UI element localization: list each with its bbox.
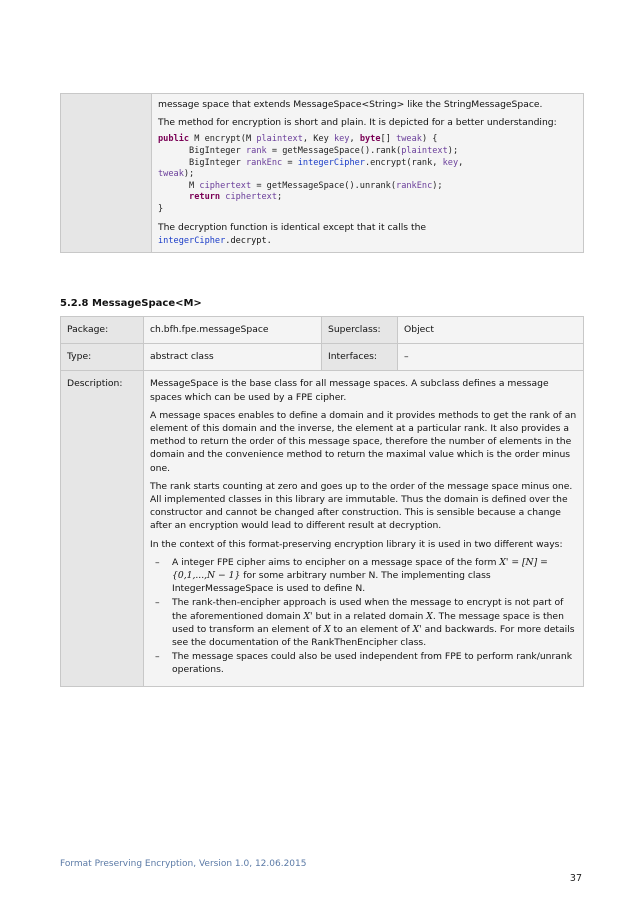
continued-paragraph-3	[158, 221, 577, 248]
code-text: BigInteger	[158, 157, 246, 168]
code-text: );	[447, 146, 459, 156]
code-text: M	[158, 180, 200, 191]
continued-table	[60, 93, 584, 253]
description-paragraph-2: A message spaces enables to define a domain and it provides methods to get the rank of an element of this domain and the inverse, the element at a particular rank. It also provides a method to return the order of this message space, therefore the number of elements in the domain and the convenience method to return the maximal value which is the order minus one.	[150, 409, 577, 474]
description-paragraph-3: The rank starts counting at zero and goes up to the order of the message space minus one. All implemented classes in this library are immutable. Thus the domain is defined over the constructor and cannot be changed after construction. This is sensible because a change after an encryption would lead to different result at decryption.	[150, 480, 573, 532]
code-keyword: return	[189, 192, 221, 203]
code-text: );	[183, 169, 195, 180]
code-text	[158, 192, 189, 202]
math-expression: X' = [N] = {0,1,...,N − 1}	[172, 556, 548, 582]
description-paragraph-4: In the context of this format-preserving encryption library it is used in two different ways:	[150, 538, 563, 550]
code-variable: ciphertext	[225, 192, 278, 203]
code-param: key	[442, 157, 459, 168]
table-row	[61, 344, 584, 371]
list-text: but in a related domain	[312, 610, 427, 622]
list-item	[150, 650, 577, 676]
code-text: ,	[458, 157, 464, 168]
list-text: . The message space is then used to transform an element of	[172, 610, 564, 635]
encrypt-code-block	[158, 134, 577, 215]
superclass-label: Superclass:	[322, 317, 398, 344]
code-param: rankEnc	[396, 180, 433, 191]
list-text: The rank-then-encipher approach is used when the message to encrypt is not part of the aforementioned domain	[172, 597, 564, 622]
code-text: }	[158, 203, 164, 214]
code-text: ;	[277, 192, 283, 203]
description-label: Description:	[61, 371, 144, 686]
list-text: The message spaces could also be used independent from FPE to perform rank/unrank operations.	[172, 651, 573, 676]
code-variable: ciphertext	[199, 180, 252, 191]
code-keyword: public	[158, 134, 190, 145]
code-text: );	[432, 180, 443, 191]
package-value: ch.bfh.fpe.messageSpace	[144, 317, 322, 344]
package-label: Package:	[61, 317, 144, 344]
math-variable: X	[426, 610, 433, 622]
table-row	[61, 371, 584, 686]
code-keyword: byte	[359, 134, 381, 145]
code-field: integerCipher	[158, 235, 226, 246]
code-variable: rankEnc	[245, 157, 283, 168]
code-text: M encrypt(M	[189, 134, 257, 145]
footer-text: Format Preserving Encryption, Version 1.0, 12.06.2015	[60, 859, 307, 869]
table-row	[61, 317, 584, 344]
code-text: = getMessageSpace().unrank(	[251, 180, 397, 191]
dash-bullet: –	[155, 597, 160, 609]
continued-description-cell	[152, 94, 584, 253]
code-text: ) {	[421, 134, 438, 145]
code-method: .decrypt.	[225, 235, 272, 246]
type-label: Type:	[61, 344, 144, 371]
code-param: plaintext	[401, 146, 448, 156]
list-item	[150, 556, 577, 596]
interfaces-label: Interfaces:	[322, 344, 398, 371]
math-variable: X'	[412, 623, 422, 635]
code-param: plaintext	[256, 134, 303, 145]
class-info-table	[60, 316, 584, 687]
code-param: tweak	[158, 169, 184, 180]
description-paragraph-1: MessageSpace is the base class for all message spaces. A subclass defines a message spaces which can be used by a FPE cipher.	[150, 378, 549, 403]
code-variable: rank	[245, 146, 267, 156]
code-text: =	[282, 157, 298, 168]
interfaces-value: –	[398, 344, 584, 371]
type-value: abstract class	[144, 344, 322, 371]
dash-bullet: –	[155, 556, 160, 568]
list-text: for some arbitrary number N. The implementing class IntegerMessageSpace is used to define N.	[172, 570, 491, 595]
code-field: integerCipher	[297, 157, 365, 168]
code-param: key	[333, 134, 350, 145]
code-text: = getMessageSpace().rank(	[266, 146, 402, 156]
math-variable: X'	[303, 610, 313, 622]
code-text: ,	[349, 134, 360, 145]
decrypt-sentence: The decryption function is identical except that it calls the	[158, 221, 427, 233]
code-text: BigInteger	[158, 146, 246, 156]
code-text: , Key	[302, 134, 334, 145]
code-text: .encrypt(rank,	[364, 157, 443, 168]
list-text: to an element of	[330, 623, 413, 635]
list-text: and backwards. For more details see the documentation of the RankThenEncipher class.	[172, 623, 575, 649]
continued-label-cell	[61, 94, 152, 253]
continued-paragraph-1: message space that extends MessageSpace<String> like the StringMessageSpace.	[158, 99, 543, 110]
usage-list	[150, 556, 577, 677]
section-heading: 5.2.8 MessageSpace<M>	[60, 298, 202, 309]
list-item	[150, 596, 577, 649]
page-number: 37	[569, 873, 582, 884]
description-cell	[144, 371, 584, 686]
continued-paragraph-2: The method for encryption is short and plain. It is depicted for a better understanding:	[158, 117, 557, 129]
code-param: tweak	[396, 134, 422, 145]
list-text: A integer FPE cipher aims to encipher on a message space of the form	[172, 556, 500, 568]
math-variable: X	[324, 623, 331, 635]
code-text: []	[380, 134, 397, 145]
superclass-value: Object	[398, 317, 584, 344]
dash-bullet: –	[155, 651, 160, 663]
